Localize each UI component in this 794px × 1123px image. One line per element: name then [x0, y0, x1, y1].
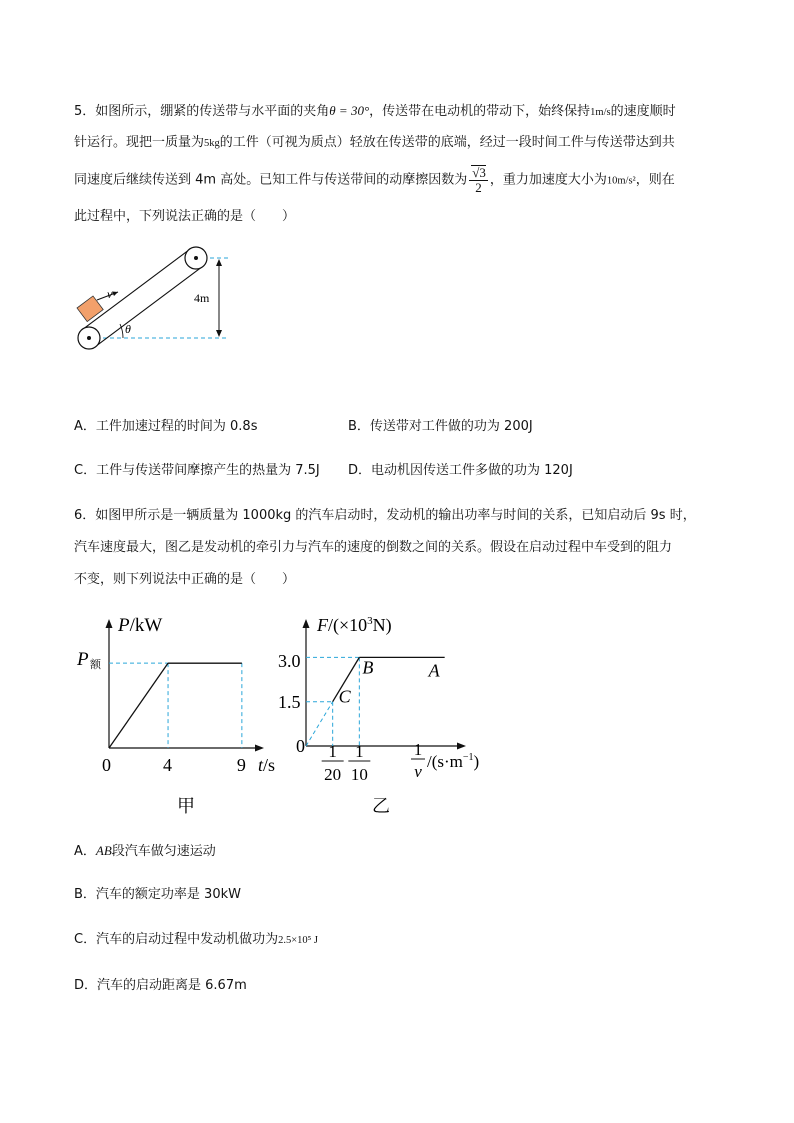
- yi-y-arrow: [303, 619, 310, 628]
- yi-x-tick-1-10: [348, 742, 370, 784]
- q6-option-c-value: 2.5×10⁵ J: [278, 935, 318, 946]
- q5-text: 针运行。现把一质量为: [74, 135, 205, 150]
- q5-line-4: [74, 207, 724, 226]
- height-label: 4m: [194, 291, 210, 305]
- q5-option-b[interactable]: B．传送带对工件做的功为 200J: [348, 419, 533, 434]
- svg-text:20: 20: [324, 765, 342, 784]
- svg-text:1: 1: [355, 742, 364, 761]
- mass-value: 5kg: [204, 138, 220, 149]
- q5-line-2: [74, 133, 724, 153]
- q5-option-d[interactable]: D．电动机因传送工件多做的功为 120J: [348, 463, 573, 478]
- jia-x-arrow: [255, 745, 264, 752]
- yi-point-c-label: C: [338, 686, 351, 707]
- q6-option-a-ab: AB: [95, 843, 112, 858]
- yi-x-arrow: [457, 743, 466, 750]
- yi-point-a-label: A: [428, 660, 440, 681]
- q5-text: ，传送带在电动机的带动下，始终保持: [369, 104, 591, 119]
- belt-speed: 1m/s: [590, 107, 611, 118]
- theta-value: θ = 30°: [329, 103, 370, 118]
- q5-text: 同速度后继续传送到 4m 高处。已知工件与传送带间的动摩擦因数为: [74, 172, 468, 188]
- svg-text:/(s·m−1): $/(s\cdot m^{-1})$: [427, 752, 480, 771]
- velocity-label: v: [107, 287, 113, 301]
- jia-x-tick-9: 9: [236, 755, 246, 775]
- svg-text:10: 10: [350, 765, 368, 784]
- q6-line-2: 汽车速度最大，图乙是发动机的牵引力与汽车的速度的倒数之间的关系。假设在启动过程中车受到的阻力: [74, 540, 673, 555]
- q6-line-3: 不变，则下列说法中正确的是（ ）: [74, 572, 296, 587]
- jia-y-arrow: [106, 619, 113, 628]
- yi-origin-label: 0: [296, 736, 305, 756]
- q5-text: 的工件（可视为质点）轻放在传送带的底端，经过一段时间工件与传送带达到共: [219, 135, 675, 150]
- jia-y-tick-p: P: [77, 649, 89, 670]
- jia-x-tick-0: 0: [102, 755, 111, 775]
- conveyor-figure: [70, 240, 245, 355]
- bottom-pulley-axle: [87, 336, 91, 340]
- jia-x-tick-4: 4: [163, 755, 173, 775]
- yi-x-tick-1-20: [322, 742, 344, 784]
- q6-option-c-prefix: C．汽车的启动过程中发动机做功为: [74, 932, 279, 947]
- mu-fraction: [469, 165, 488, 195]
- yi-point-b-label: B: [362, 657, 374, 678]
- q6-option-a[interactable]: [74, 841, 216, 861]
- yi-y-tick-1-5: 1.5: [278, 692, 301, 712]
- q5-text: 的速度顺时: [610, 104, 676, 119]
- jia-caption: 甲: [177, 796, 195, 816]
- jia-y-label: P/kW: [118, 615, 163, 636]
- workpiece-block: [77, 296, 103, 322]
- jia-x-label: t/s: [258, 755, 276, 775]
- g-value: 10m/s²: [606, 175, 636, 187]
- belt-lower-edge: [94, 267, 201, 347]
- q5-option-a[interactable]: A．工件加速过程的时间为 0.8s: [74, 419, 258, 434]
- q6-option-b[interactable]: B．汽车的额定功率是 30kW: [74, 887, 241, 902]
- height-arrow-top: [216, 259, 222, 266]
- q6-option-c[interactable]: [74, 930, 318, 950]
- yi-y-label: $F/(\times 10^3N)$: [317, 615, 392, 635]
- q6-option-a-text: 段汽车做匀速运动: [111, 844, 216, 859]
- svg-text:1: 1: [328, 742, 337, 761]
- chart-yi-force-inverse-velocity: [270, 605, 500, 825]
- q6-option-d[interactable]: D．汽车的启动距离是 6.67m: [74, 978, 247, 993]
- jia-y-tick-sub: 额: [90, 659, 101, 671]
- q6-line-1: 6．如图甲所示是一辆质量为 1000kg 的汽车启动时，发动机的输出功率与时间的关系，已知启动后 9s 时，: [74, 508, 696, 523]
- height-arrow-bottom: [216, 330, 222, 337]
- q5-text: ，重力加速度大小为: [489, 172, 607, 188]
- q6-option-a-prefix: A．: [74, 844, 96, 859]
- top-pulley-axle: [194, 256, 198, 260]
- yi-caption: 乙: [372, 796, 390, 816]
- svg-text:1: 1: [413, 740, 423, 759]
- q5-text: 此过程中，下列说法正确的是（ ）: [74, 209, 296, 224]
- yi-y-tick-3: 3.0: [278, 651, 301, 671]
- mu-denominator: 2: [475, 180, 482, 195]
- jia-rising-segment: [109, 663, 168, 748]
- theta-label: θ: [125, 322, 131, 336]
- chart-jia-power-time: [70, 605, 295, 825]
- yi-extension-dashed-line: [306, 702, 333, 746]
- q5-line-1: [74, 101, 724, 122]
- q5-option-c[interactable]: C．工件与传送带间摩擦产生的热量为 7.5J: [74, 463, 320, 478]
- svg-text:v: v: [414, 762, 422, 781]
- q5-text: 5．如图所示，绷紧的传送带与水平面的夹角: [74, 104, 330, 119]
- mu-numerator: √3: [472, 165, 486, 180]
- q5-line-3: [74, 165, 724, 195]
- belt-upper-edge: [84, 249, 191, 329]
- q5-text: ，则在: [635, 172, 675, 188]
